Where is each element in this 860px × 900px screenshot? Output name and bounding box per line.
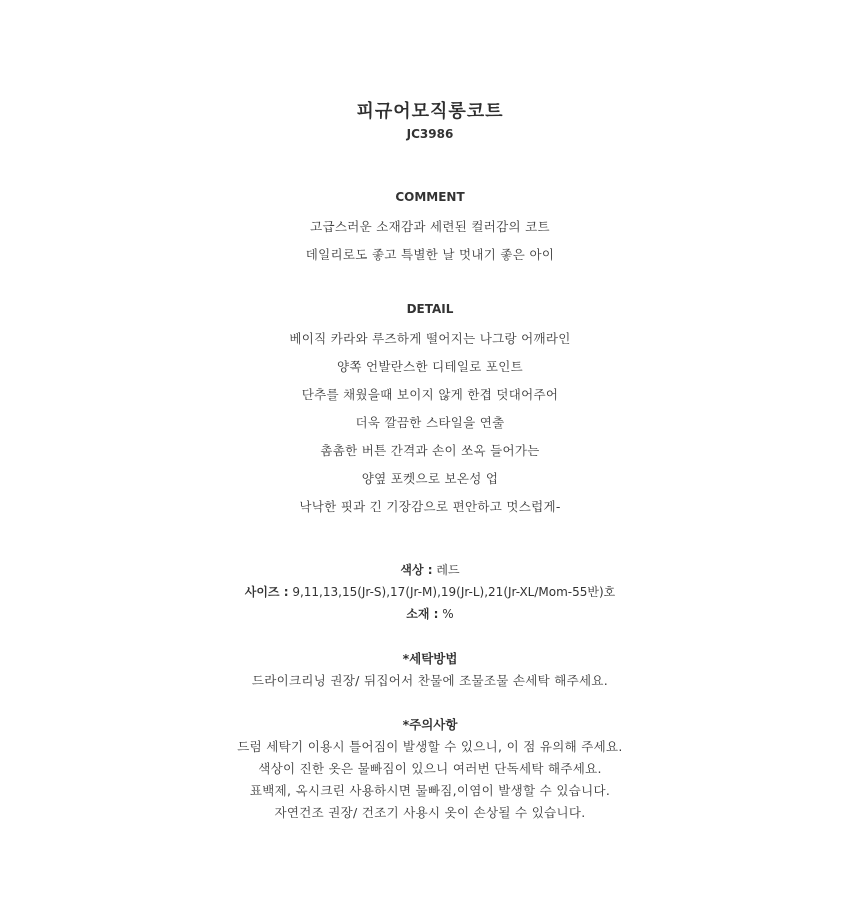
detail-line: 낙낙한 핏과 긴 기장감으로 편안하고 멋스럽게- (299, 499, 561, 514)
caution-line: 색상이 진한 옷은 물빠짐이 있으니 여러번 단독세탁 해주세요. (258, 761, 602, 776)
comment-line: 고급스러운 소재감과 세련된 컬러감의 코트 (310, 219, 550, 234)
caution-line: 자연건조 권장/ 건조기 사용시 옷이 손상될 수 있습니다. (274, 805, 586, 820)
detail-line: 양쪽 언발란스한 디테일로 포인트 (336, 359, 524, 374)
spec-color-value: 레드 (436, 563, 460, 577)
detail-line: 더욱 깔끔한 스타일을 연출 (355, 415, 505, 430)
comment-line: 데일리로도 좋고 특별한 날 멋내기 좋은 아이 (305, 247, 555, 262)
product-title: 피규어모직롱코트 (356, 101, 504, 122)
washing-text: 드라이크리닝 권장/ 뒤집어서 찬물에 조물조물 손세탁 해주세요. (251, 673, 609, 688)
spec-size-value: 9,11,13,15(Jr-S),17(Jr-M),19(Jr-L),21(Jr-XL/Mom-55반)호 (292, 585, 616, 599)
spec-size-label: 사이즈 : (244, 585, 289, 599)
caution-heading: *주의사항 (402, 717, 458, 732)
product-code: JC3986 (406, 127, 454, 141)
detail-line: 촘촘한 버튼 간격과 손이 쏘옥 들어가는 (320, 443, 540, 458)
detail-line: 베이직 카라와 루즈하게 떨어지는 나그랑 어깨라인 (289, 331, 571, 346)
comment-heading: COMMENT (395, 190, 465, 204)
detail-line: 단추를 채웠을때 보이지 않게 한겹 덧대어주어 (301, 387, 559, 402)
spec-material-label: 소재 : (406, 607, 439, 621)
spec-color (0, 561, 860, 578)
washing-heading: *세탁방법 (402, 651, 458, 666)
spec-size (0, 583, 860, 600)
caution-line: 드럼 세탁기 이용시 틀어짐이 발생할 수 있으니, 이 점 유의해 주세요. (237, 739, 623, 754)
detail-heading: DETAIL (406, 302, 454, 316)
detail-line: 양옆 포켓으로 보온성 업 (361, 471, 499, 486)
caution-line: 표백제, 옥시크린 사용하시면 물빠짐,이염이 발생할 수 있습니다. (249, 783, 611, 798)
spec-color-label: 색상 : (400, 563, 433, 577)
spec-material-value: % (442, 607, 454, 621)
spec-material (0, 605, 860, 622)
